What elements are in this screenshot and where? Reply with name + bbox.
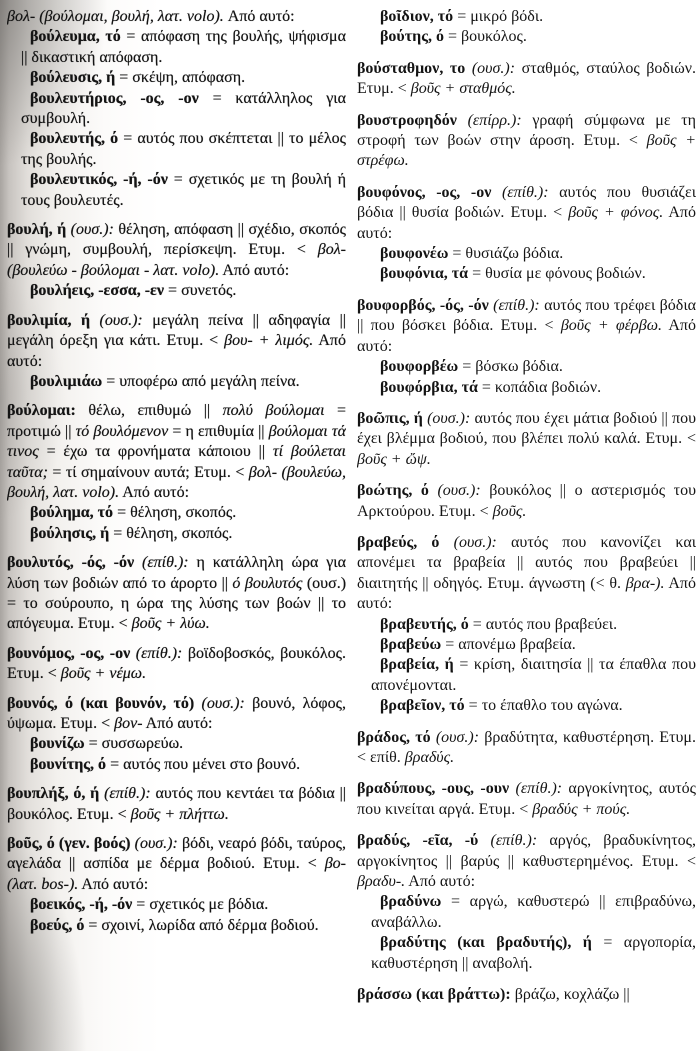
entry-text: (επίθ.):	[490, 832, 538, 850]
entry-text: = κατάλληλος για συμβουλή.	[21, 89, 346, 128]
entry-text: αργός, βραδυκίνητος, αργοκίνητος || βαρύς || καθυστερημένος. Ετυμ. <	[357, 832, 696, 870]
left-column	[7, 7, 346, 1051]
sub-entry	[357, 615, 696, 635]
entry-text: βόδι, νεαρό βόδι, ταύρος, αγελάδα || ασπίδα με δέρμα βοδιού. Ετυμ. <	[7, 835, 346, 873]
entry-block	[7, 553, 346, 635]
sub-entry	[7, 524, 346, 544]
sub-entry	[357, 357, 696, 377]
entry-text: (επίθ.):	[142, 554, 189, 572]
entry-text: = θέληση, σκοπός.	[113, 504, 237, 522]
entry-text: Από αυτό:	[119, 483, 190, 501]
entry-text: (ουσ.):	[99, 311, 143, 329]
dictionary-entry	[357, 533, 696, 615]
dictionary-entry	[357, 728, 696, 769]
headword: βραδύπους, -ους, -ουν	[357, 780, 516, 798]
entry-text: = θέληση, σκοπός.	[109, 524, 233, 542]
entry-text: (ουσ.) = το σούρουπο, η ώρα της λύσης των βοών || το απόγευμα. Ετυμ. <	[7, 574, 346, 633]
entry-text: (ουσ.):	[201, 694, 245, 712]
headword: βραβεύς, ό	[357, 533, 454, 551]
entry-text: θέλω, επιθυμώ ||	[75, 402, 223, 420]
entry-text: (επίθ.):	[515, 780, 563, 798]
entry-text: (ουσ.):	[435, 728, 480, 746]
sub-entry	[7, 68, 346, 88]
entry-text: = κοπάδια βοδιών.	[477, 378, 602, 396]
headword: βραδύς, -εῖα, -ύ	[357, 832, 491, 850]
entry-text: = το έπαθλο του αγώνα.	[464, 697, 623, 715]
sub-entry	[357, 244, 696, 264]
entry-text: τί βούλεται ταῦτα;	[7, 443, 346, 481]
sub-entry	[7, 89, 346, 130]
entry-text: = απονέμω βραβεία.	[441, 635, 576, 653]
sub-entry	[7, 129, 346, 170]
headword: βούσταθμον, το	[357, 59, 472, 77]
headword: βράδος, τό	[357, 728, 436, 746]
headword: βουστροφηδόν	[357, 111, 468, 129]
entry-text: βο- (λατ. bos-).	[7, 855, 346, 893]
headword: βούλομαι:	[7, 402, 76, 420]
entry-block	[7, 834, 346, 936]
entry-block	[357, 183, 696, 285]
headword: βραβεία, ή	[380, 656, 454, 674]
entry-text: βοϊδοβοσκός, βουκόλος. Ετυμ. <	[7, 644, 346, 683]
entry-block	[357, 296, 696, 398]
entry-text: βοῦς + στρέφω.	[357, 132, 696, 170]
sub-entry	[7, 895, 346, 915]
entry-text: βολ- (βουλεύω - βούλομαι - λατ. volo).	[7, 241, 346, 279]
entry-text: βραδύτητα, καθυστέρηση. Ετυμ. < επίθ.	[357, 728, 696, 766]
entry-text: = βουκόλος.	[443, 28, 527, 46]
dictionary-entry	[7, 220, 346, 281]
entry-text: βον-	[114, 715, 143, 732]
headword: βουλιμιάω	[30, 372, 103, 390]
entry-text: = κρίση, διαιτησία || τα έπαθλα που απονέμονται.	[371, 656, 696, 694]
entry-text: βοῦς + φέρβω.	[560, 317, 663, 335]
entry-text: βραδύς.	[404, 749, 455, 766]
headword: βουνός, ό (και βουνόν, τό)	[7, 694, 202, 712]
entry-text: τό βουλόμενον	[75, 422, 169, 440]
sub-entry	[357, 933, 696, 974]
entry-text: γραφή σύμφωνα με τη στροφή των βοών στην άροση. Ετυμ. <	[357, 111, 696, 150]
entry-text: = προτιμώ ||	[7, 402, 346, 440]
headword: βοεικός, -ή, -όν	[30, 896, 133, 914]
headword: βουφορβός, -ός, -όν	[357, 296, 494, 314]
headword: βουνόμος, -ος, -ον	[7, 644, 136, 662]
sub-entry	[7, 372, 346, 392]
entry-text: βοῦς.	[492, 502, 527, 520]
sub-entry	[357, 7, 696, 27]
entry-text: αυτός που κεντάει τα βόδια || βουκόλος. Ετυμ. <	[7, 785, 346, 823]
entry-block	[7, 311, 346, 393]
headword: βουλευτήριος, -ος, -ον	[30, 89, 199, 107]
headword: βουλευτής, ό	[30, 130, 119, 148]
entry-text: βου- + λιμός.	[224, 332, 314, 350]
entry-text: = η επιθυμία ||	[168, 422, 269, 440]
entry-text: = σκέψη, απόφαση.	[115, 69, 246, 87]
dictionary-entry	[357, 409, 696, 470]
headword: βοῶπις, ή	[357, 409, 428, 427]
entry-text: = αυτός που σκέπτεται || το μέλος της βουλής.	[21, 130, 346, 168]
entry-text: βούλομαι τά τινος	[7, 422, 346, 461]
entry-text: πολύ βούλομαι	[222, 402, 325, 420]
entry-text: = μικρό βόδι.	[453, 8, 544, 25]
headword: βράσσω (και βράττω):	[357, 986, 511, 1004]
headword: βουλευτικός, -ή, -όν	[30, 171, 168, 189]
headword: βούλησις, ή	[30, 524, 110, 542]
dictionary-entry	[357, 831, 696, 892]
entry-text: = αυτός που βραβεύει.	[468, 615, 618, 633]
sub-entry	[7, 170, 346, 211]
entry-text: (επίθ.):	[104, 785, 151, 803]
entry-block	[357, 59, 696, 100]
entry-text: θέληση, απόφαση || σχέδιο, σκοπός || γνώμη, συμβουλή, περίσκεψη. Ετυμ. <	[7, 221, 346, 259]
headword: βραδύνω	[380, 893, 442, 911]
headword: βουπλήξ, ό, ή	[7, 785, 105, 803]
entry-block	[7, 220, 346, 302]
headword: βοῖδιον, τό	[380, 8, 454, 25]
dictionary-entry	[7, 784, 346, 825]
entry-text: = θυσιάζω βόδια.	[448, 245, 564, 263]
sub-entry	[357, 892, 696, 933]
dictionary-entry	[357, 481, 696, 522]
dictionary-entry	[7, 834, 346, 895]
dictionary-entry	[357, 296, 696, 357]
entry-block	[357, 409, 696, 470]
headword: βούτης, ό	[380, 28, 444, 46]
entry-text: = υποφέρω από μεγάλη πείνα.	[102, 372, 300, 390]
entry-text: βοῦς + πλήττω.	[130, 805, 229, 823]
dictionary-entry	[357, 111, 696, 172]
entry-text: βολ- (βουλεύω, βουλή, λατ. volo).	[7, 463, 346, 501]
entry-text: Από αυτό:	[357, 204, 696, 242]
dictionary-entry	[357, 779, 696, 820]
dictionary-entry	[7, 401, 346, 503]
entry-block	[357, 831, 696, 974]
headword: βουνίζω	[30, 735, 85, 753]
headword: βραδύτης (και βραδυτής), ή	[380, 934, 592, 952]
entry-block	[7, 694, 346, 776]
entry-text: αυτός που θυσιάζει βόδια || θυσία βοδιών. Ετυμ. <	[357, 183, 696, 222]
entry-text: = αυτός που μένει στο βουνό.	[106, 755, 301, 773]
entry-text: = θυσία με φόνους βοδιών.	[468, 265, 646, 283]
entry-text: αυτός που κανονίζει και απονέμει τα βραβεία || αυτός που βραβεύει || διαιτητής || οδηγός. Ετυμ. άγνωστη (< θ.	[357, 533, 696, 592]
entry-text: Από αυτό:	[227, 8, 295, 25]
entry-text: = βόσκω βόδια.	[458, 358, 563, 376]
entry-block	[7, 7, 346, 211]
headword: βουφονέω	[380, 245, 449, 263]
headword: βούλημα, τό	[30, 504, 114, 522]
entry-text: = σχοινί, λωρίδα από δέρμα βοδιού.	[84, 916, 319, 934]
entry-text: (ουσ.):	[134, 835, 178, 853]
dictionary-entry	[7, 553, 346, 635]
entry-text: (ουσ.):	[427, 409, 471, 427]
sub-entry	[357, 655, 696, 696]
entry-text: (επίρρ.):	[467, 111, 522, 129]
entry-text: βρα-).	[625, 574, 665, 592]
entry-text: = αργώ, καθυστερώ || επιβραδύνω, αναβάλλω.	[371, 893, 696, 931]
entry-block	[7, 401, 346, 544]
entry-text: ό βουλυτός	[232, 574, 303, 592]
entry-text: βοῦς + νέμω.	[60, 665, 147, 683]
entry-text: σταθμός, σταύλος βοδιών. Ετυμ. <	[357, 59, 696, 98]
headword: βοῦς, ό (γεν. βοός)	[7, 835, 135, 853]
entry-text: βουκόλος || ο αστερισμός του Αρκτούρου. Ετυμ. <	[357, 482, 696, 520]
entry-text: = αργοπορία, καθυστέρηση || αναβολή.	[371, 934, 696, 972]
headword: βοώτης, ό	[357, 482, 438, 500]
headword: βουφόνια, τά	[380, 265, 469, 283]
sub-entry	[357, 696, 696, 716]
dictionary-entry	[7, 644, 346, 685]
sub-entry	[7, 281, 346, 301]
sub-entry	[7, 755, 346, 775]
entry-block	[7, 784, 346, 825]
entry-text: Από αυτό:	[78, 875, 149, 893]
entry-block	[357, 728, 696, 769]
entry-text: = έχω τα φρονήματα κάποιου ||	[38, 443, 273, 461]
headword: βουφορβέω	[380, 358, 459, 376]
entry-text: = απόφαση της βουλής, ψήφισμα || δικαστική απόφαση.	[21, 28, 346, 66]
entry-text: Από αυτό:	[357, 574, 696, 613]
entry-text: αυτός που έχει μάτια βοδιού || που έχει βλέμμα βοδιού, που βλέπει πολύ καλά. Ετυμ. <	[357, 409, 696, 448]
dictionary-entry	[7, 7, 346, 27]
right-column	[357, 7, 696, 1051]
sub-entry	[357, 635, 696, 655]
entry-text: βουνό, λόφος, ύψωμα. Ετυμ. <	[7, 694, 346, 732]
entry-block	[357, 7, 696, 48]
entry-text: = σχετικός με βόδια.	[132, 896, 269, 914]
dictionary-entry	[7, 311, 346, 372]
entry-text: Από αυτό:	[142, 715, 213, 732]
entry-block	[357, 779, 696, 820]
entry-text: (επίθ.):	[501, 183, 549, 201]
sub-entry	[7, 503, 346, 523]
entry-text: (ουσ.):	[453, 533, 497, 551]
entry-text: βραδυ-.	[357, 873, 406, 891]
entry-text: Από αυτό:	[7, 332, 346, 370]
dictionary-entry	[357, 985, 696, 1005]
headword: βουφόνος, -ος, -ον	[357, 183, 502, 201]
entry-text: βοῦς + λύω.	[131, 615, 210, 633]
entry-text: αργοκίνητος, αυτός που κινείται αργά. Ετυμ. <	[357, 780, 696, 818]
sub-entry	[357, 378, 696, 398]
headword: βοεύς, ό	[30, 916, 85, 934]
entry-text: = τί σημαίνουν αυτά; Ετυμ. <	[47, 463, 249, 481]
entry-block	[357, 481, 696, 522]
entry-text: = συνετός.	[164, 282, 237, 300]
entry-text: βοῦς + σταθμός.	[410, 80, 516, 98]
entry-text: βοῦς + ὤψ.	[357, 450, 431, 468]
sub-entry	[357, 27, 696, 47]
dictionary-entry	[357, 183, 696, 244]
entry-text: (επίθ.):	[135, 644, 183, 662]
headword: βουλυτός, -ός, -όν	[7, 554, 142, 572]
entry-block	[7, 644, 346, 685]
dictionary-entry	[357, 59, 696, 100]
headword: βουλήεις, -εσσα, -εν	[30, 282, 165, 300]
entry-text: βοῦς + φόνος.	[568, 204, 664, 222]
entry-text: βραδύς + πούς.	[532, 800, 631, 818]
entry-text: βράζω, κοχλάζω ||	[510, 986, 630, 1004]
entry-text: (ουσ.):	[437, 482, 481, 500]
sub-entry	[7, 27, 346, 68]
entry-block	[357, 985, 696, 1005]
entry-text: μεγάλη πείνα || αδηφαγία || μεγάλη όρεξη για κάτι. Ετυμ. <	[7, 311, 346, 350]
entry-text: Από αυτό:	[219, 261, 290, 279]
entry-text: η κατάλληλη ώρα για λύση των βοδιών από το άρορτο ||	[7, 554, 346, 592]
sub-entry	[7, 734, 346, 754]
headword: βραβεύω	[380, 635, 442, 653]
entry-text: = σχετικός με τη βουλή ή τους βουλευτές.	[21, 171, 346, 209]
headword: βουφόρβια, τά	[380, 378, 478, 396]
headword: βούλευσις, ή	[30, 69, 116, 87]
headword: βραβεῖον, τό	[380, 697, 465, 715]
entry-block	[357, 111, 696, 172]
entry-text: (ουσ.):	[471, 59, 516, 77]
sub-entry	[7, 916, 346, 936]
headword: βουλιμία, ή	[7, 311, 100, 329]
entry-text: αυτός που τρέφει βόδια || που βόσκει βόδια. Ετυμ. <	[357, 296, 696, 335]
headword: βούλευμα, τό	[30, 28, 121, 46]
entry-text: (επίθ.):	[493, 296, 540, 314]
entry-text: βολ- (βούλομαι, βουλή, λατ. volo).	[7, 8, 228, 25]
entry-block	[357, 533, 696, 717]
entry-text: Από αυτό:	[357, 317, 696, 355]
sub-entry	[357, 264, 696, 284]
entry-text: Από αυτό:	[405, 873, 476, 891]
entry-text: (ουσ.):	[70, 221, 114, 239]
headword: βραβευτής, ό	[380, 615, 469, 633]
entry-text: = συσσωρεύω.	[84, 735, 184, 753]
headword: βουλή, ή	[7, 221, 71, 239]
headword: βουνίτης, ό	[30, 755, 107, 773]
dictionary-entry	[7, 694, 346, 735]
